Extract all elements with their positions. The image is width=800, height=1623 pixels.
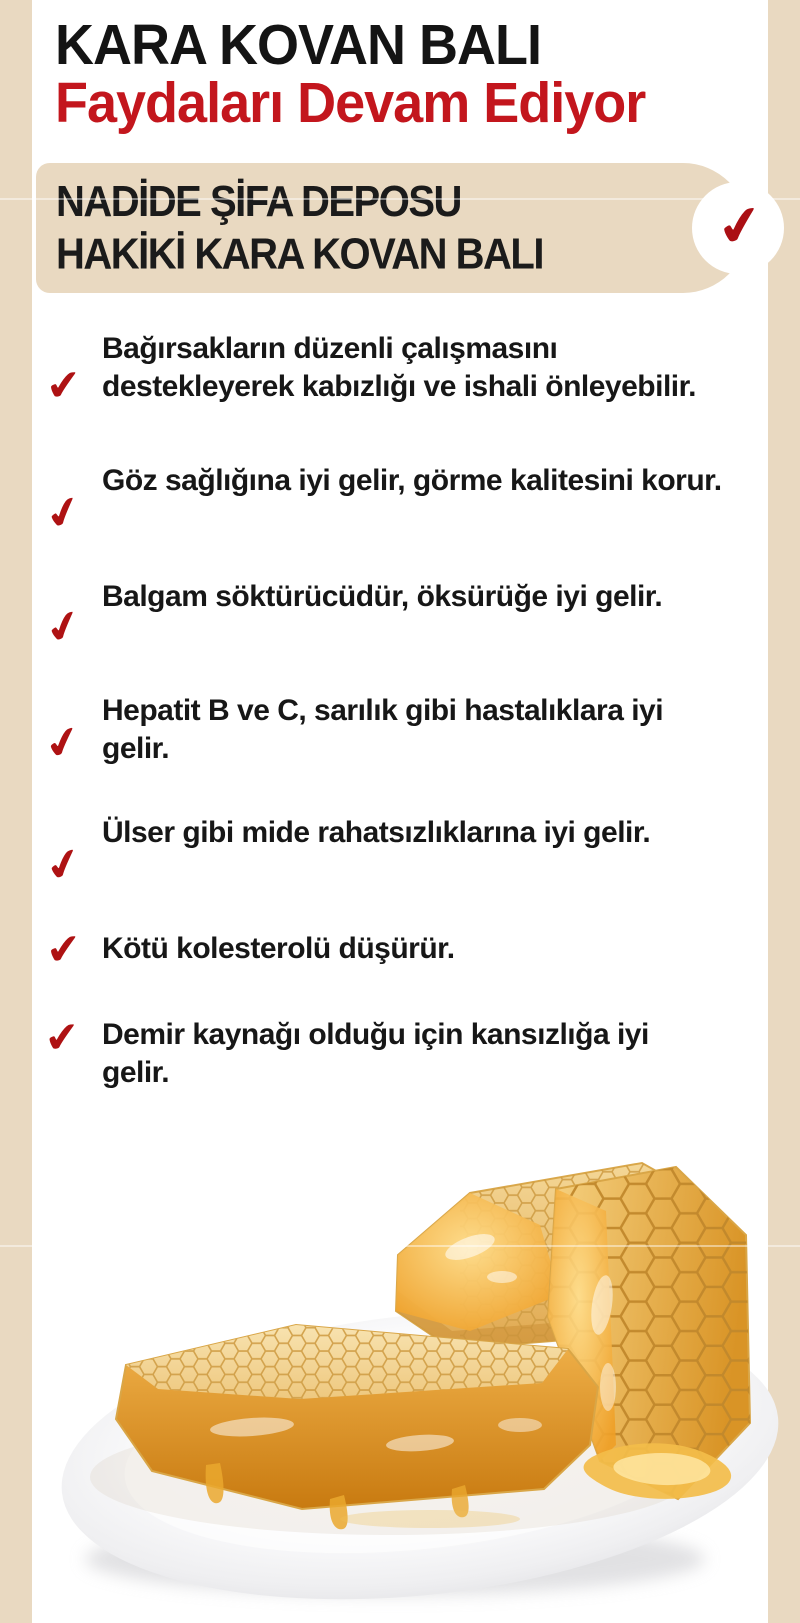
benefit-item xyxy=(44,330,722,411)
banner-line2: HAKİKİ KARA KOVAN BALI xyxy=(56,230,543,279)
check-icon: ✔ xyxy=(40,837,88,892)
check-icon: ✔ xyxy=(39,715,87,770)
benefit-text: Göz sağlığına iyi gelir, görme kalitesini korur. xyxy=(102,464,722,497)
benefit-text: Demir kaynağı olduğu için kansızlığa iyi gelir. xyxy=(102,1018,649,1089)
page-title: KARA KOVAN BALI xyxy=(55,13,541,77)
banner xyxy=(36,163,769,293)
image-seam xyxy=(0,1245,800,1247)
benefit-item xyxy=(40,462,722,541)
benefits-list xyxy=(39,330,722,1138)
check-icon: ✔ xyxy=(42,1012,82,1063)
benefit-item xyxy=(40,578,722,655)
check-icon: ✔ xyxy=(44,924,84,975)
benefit-text: Ülser gibi mide rahatsızlıklarına iyi gelir. xyxy=(102,816,651,849)
check-icon: ✔ xyxy=(44,360,84,411)
benefit-text: Bağırsakların düzenli çalışmasını destekleyerek kabızlığı ve ishali önleyebilir. xyxy=(102,332,696,403)
benefit-item xyxy=(42,1012,722,1092)
page-subtitle: Faydaları Devam Ediyor xyxy=(55,72,646,135)
banner-notch xyxy=(692,182,784,274)
check-icon: ✔ xyxy=(713,192,769,260)
benefit-text: Balgam söktürücüdür, öksürüğe iyi gelir. xyxy=(102,580,663,613)
benefit-text: Hepatit B ve C, sarılık gibi hastalıklara iyi gelir. xyxy=(102,694,664,765)
honeycomb-photo xyxy=(0,1125,800,1623)
benefit-item xyxy=(40,814,722,892)
benefit-item xyxy=(39,692,722,770)
check-icon: ✔ xyxy=(40,599,88,655)
banner-text xyxy=(36,175,543,281)
check-icon: ✔ xyxy=(40,485,88,541)
benefit-item xyxy=(44,924,722,975)
image-seam xyxy=(0,198,800,200)
header xyxy=(55,13,646,135)
benefit-text: Kötü kolesterolü düşürür. xyxy=(102,932,455,965)
banner-line1: NADİDE ŞİFA DEPOSU xyxy=(56,177,461,226)
